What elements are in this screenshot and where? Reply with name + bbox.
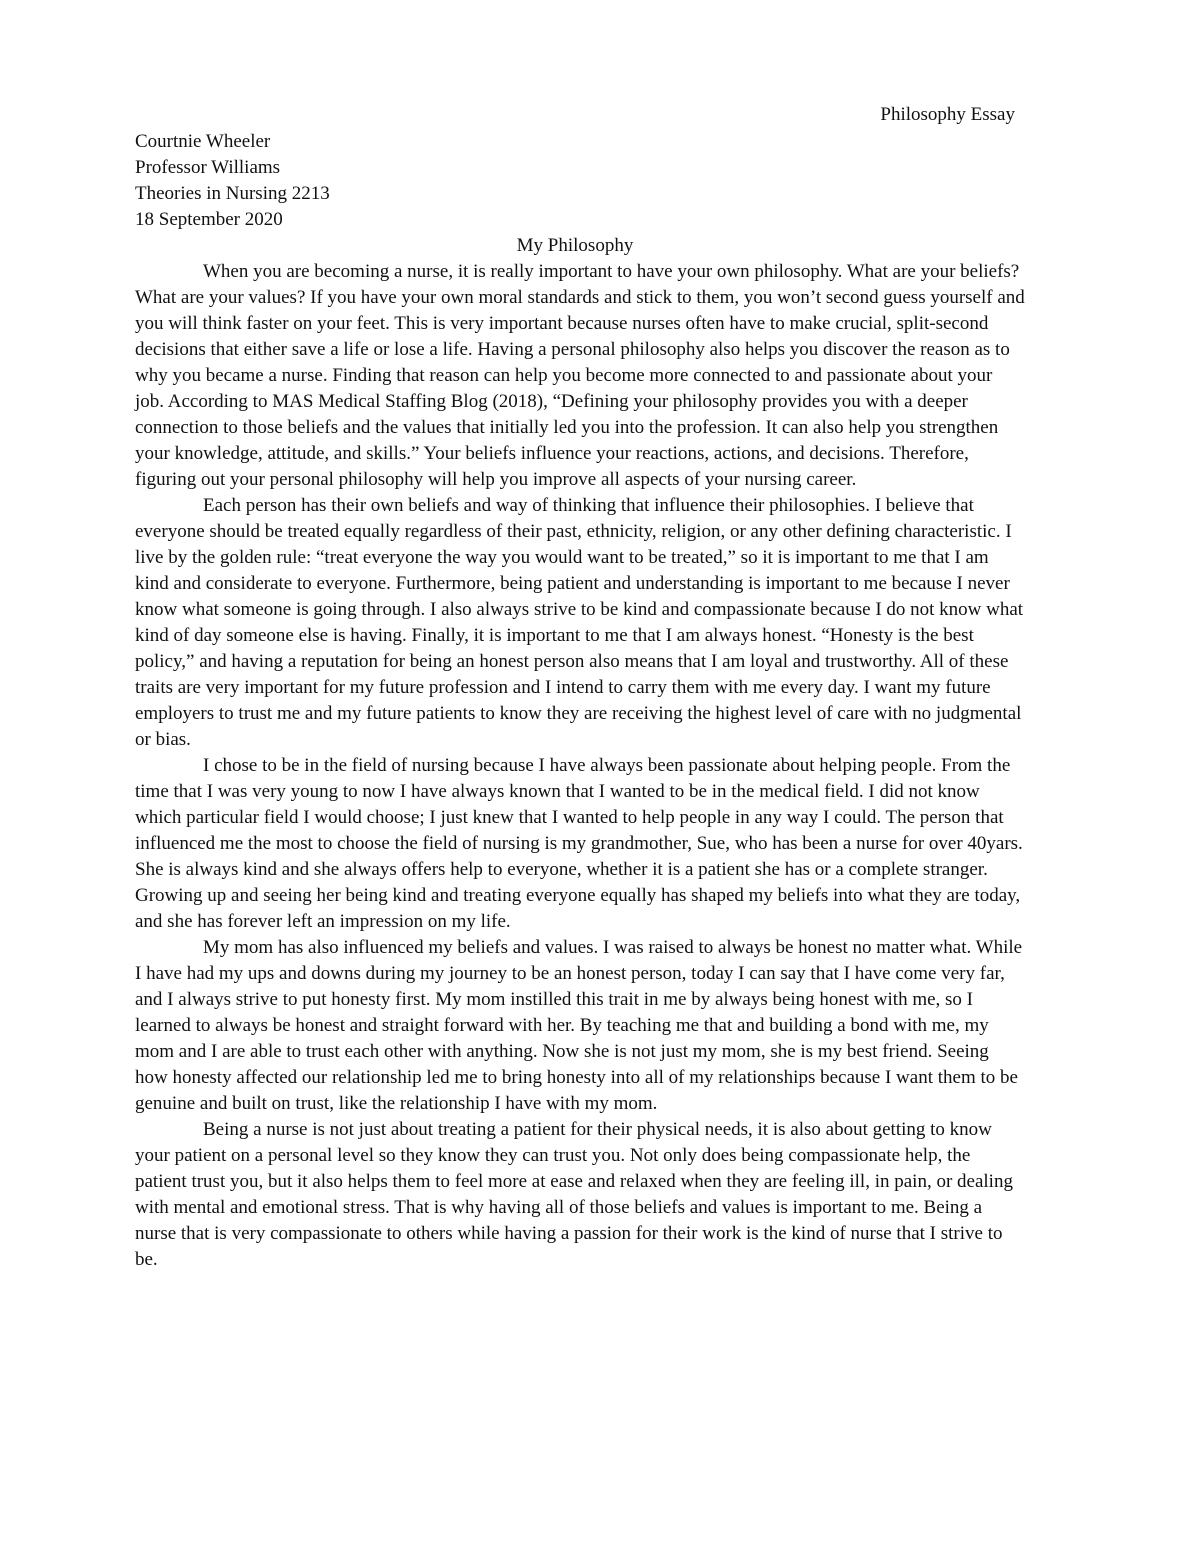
- professor-name: Professor Williams: [135, 157, 281, 178]
- essay-title: My Philosophy: [516, 235, 634, 256]
- essay-body: [135, 129, 1025, 1273]
- paragraph-2: Each person has their own beliefs and way of thinking that influence their philosophies. I believe that everyone should be treated equally regardless of their past, ethnicity, religion, or any other defining characteristic. I live by the golden rule: “treat everyone the way you would want to be treated,” so it is important to me that I am kind and considerate to everyone. Furthermore, being patient and understanding is important to me because I never know what someone is going through. I also always strive to be kind and compassionate because I do not know what kind of day someone else is having. Finally, it is important to me that I am always honest. “Honesty is the best policy,” and having a reputation for being an honest person also means that I am loyal and trustworthy. All of these traits are very important for my future profession and I intend to carry them with me every day. I want my future employers to trust me and my future patients to know they are receiving the highest level of care with no judgmental or bias.: [135, 495, 1024, 750]
- course-name: Theories in Nursing 2213: [135, 183, 330, 204]
- essay-date: 18 September 2020: [135, 209, 283, 230]
- paragraph-4: My mom has also influenced my beliefs and values. I was raised to always be honest no matter what. While I have had my ups and downs during my journey to be an honest person, today I can say that I have come very far, and I always strive to put honesty first. My mom instilled this trait in me by always being honest with me, so I learned to always be honest and straight forward with her. By teaching me that and building a bond with me, my mom and I are able to trust each other with anything. Now she is not just my mom, she is my best friend. Seeing how honesty affected our relationship led me to bring honesty into all of my relationships because I want them to be genuine and built on trust, like the relationship I have with my mom.: [135, 937, 1023, 1114]
- paragraph-1: When you are becoming a nurse, it is really important to have your own philosophy. What are your beliefs? What are your values? If you have your own moral standards and stick to them, you won’t second guess yourself and you will think faster on your feet. This is very important because nurses often have to make crucial, split-second decisions that either save a life or lose a life. Having a personal philosophy also helps you discover the reason as to why you became a nurse. Finding that reason can help you become more connected to and passionate about your job. According to MAS Medical Staffing Blog (2018), “Defining your philosophy provides you with a deeper connection to those beliefs and the values that initially led you into the profession. It can also help you strengthen your knowledge, attitude, and skills.” Your beliefs influence your reactions, actions, and decisions. Therefore, figuring out your personal philosophy will help you improve all aspects of your nursing career.: [135, 261, 1025, 490]
- paragraph-5: Being a nurse is not just about treating a patient for their physical needs, it is also about getting to know your patient on a personal level so they know they can trust you. Not only does being compassionate help, the patient trust you, but it also helps them to feel more at ease and relaxed when they are feeling ill, in pain, or dealing with mental and emotional stress. That is why having all of those beliefs and values is important to me. Being a nurse that is very compassionate to others while having a passion for their work is the kind of nurse that I strive to be.: [135, 1119, 1013, 1270]
- paragraph-3: I chose to be in the field of nursing because I have always been passionate about helping people. From the time that I was very young to now I have always known that I wanted to be in the medical field. I did not know which particular field I would choose; I just knew that I wanted to help people in any way I could. The person that influenced me the most to choose the field of nursing is my grandmother, Sue, who has been a nurse for over 40yars. She is always kind and she always offers help to everyone, whether it is a patient she has or a complete stranger. Growing up and seeing her being kind and treating everyone equally has shaped my beliefs into what they are today, and she has forever left an impression on my life.: [135, 755, 1023, 932]
- running-header: Philosophy Essay: [880, 104, 1015, 125]
- author-name: Courtnie Wheeler: [135, 131, 271, 152]
